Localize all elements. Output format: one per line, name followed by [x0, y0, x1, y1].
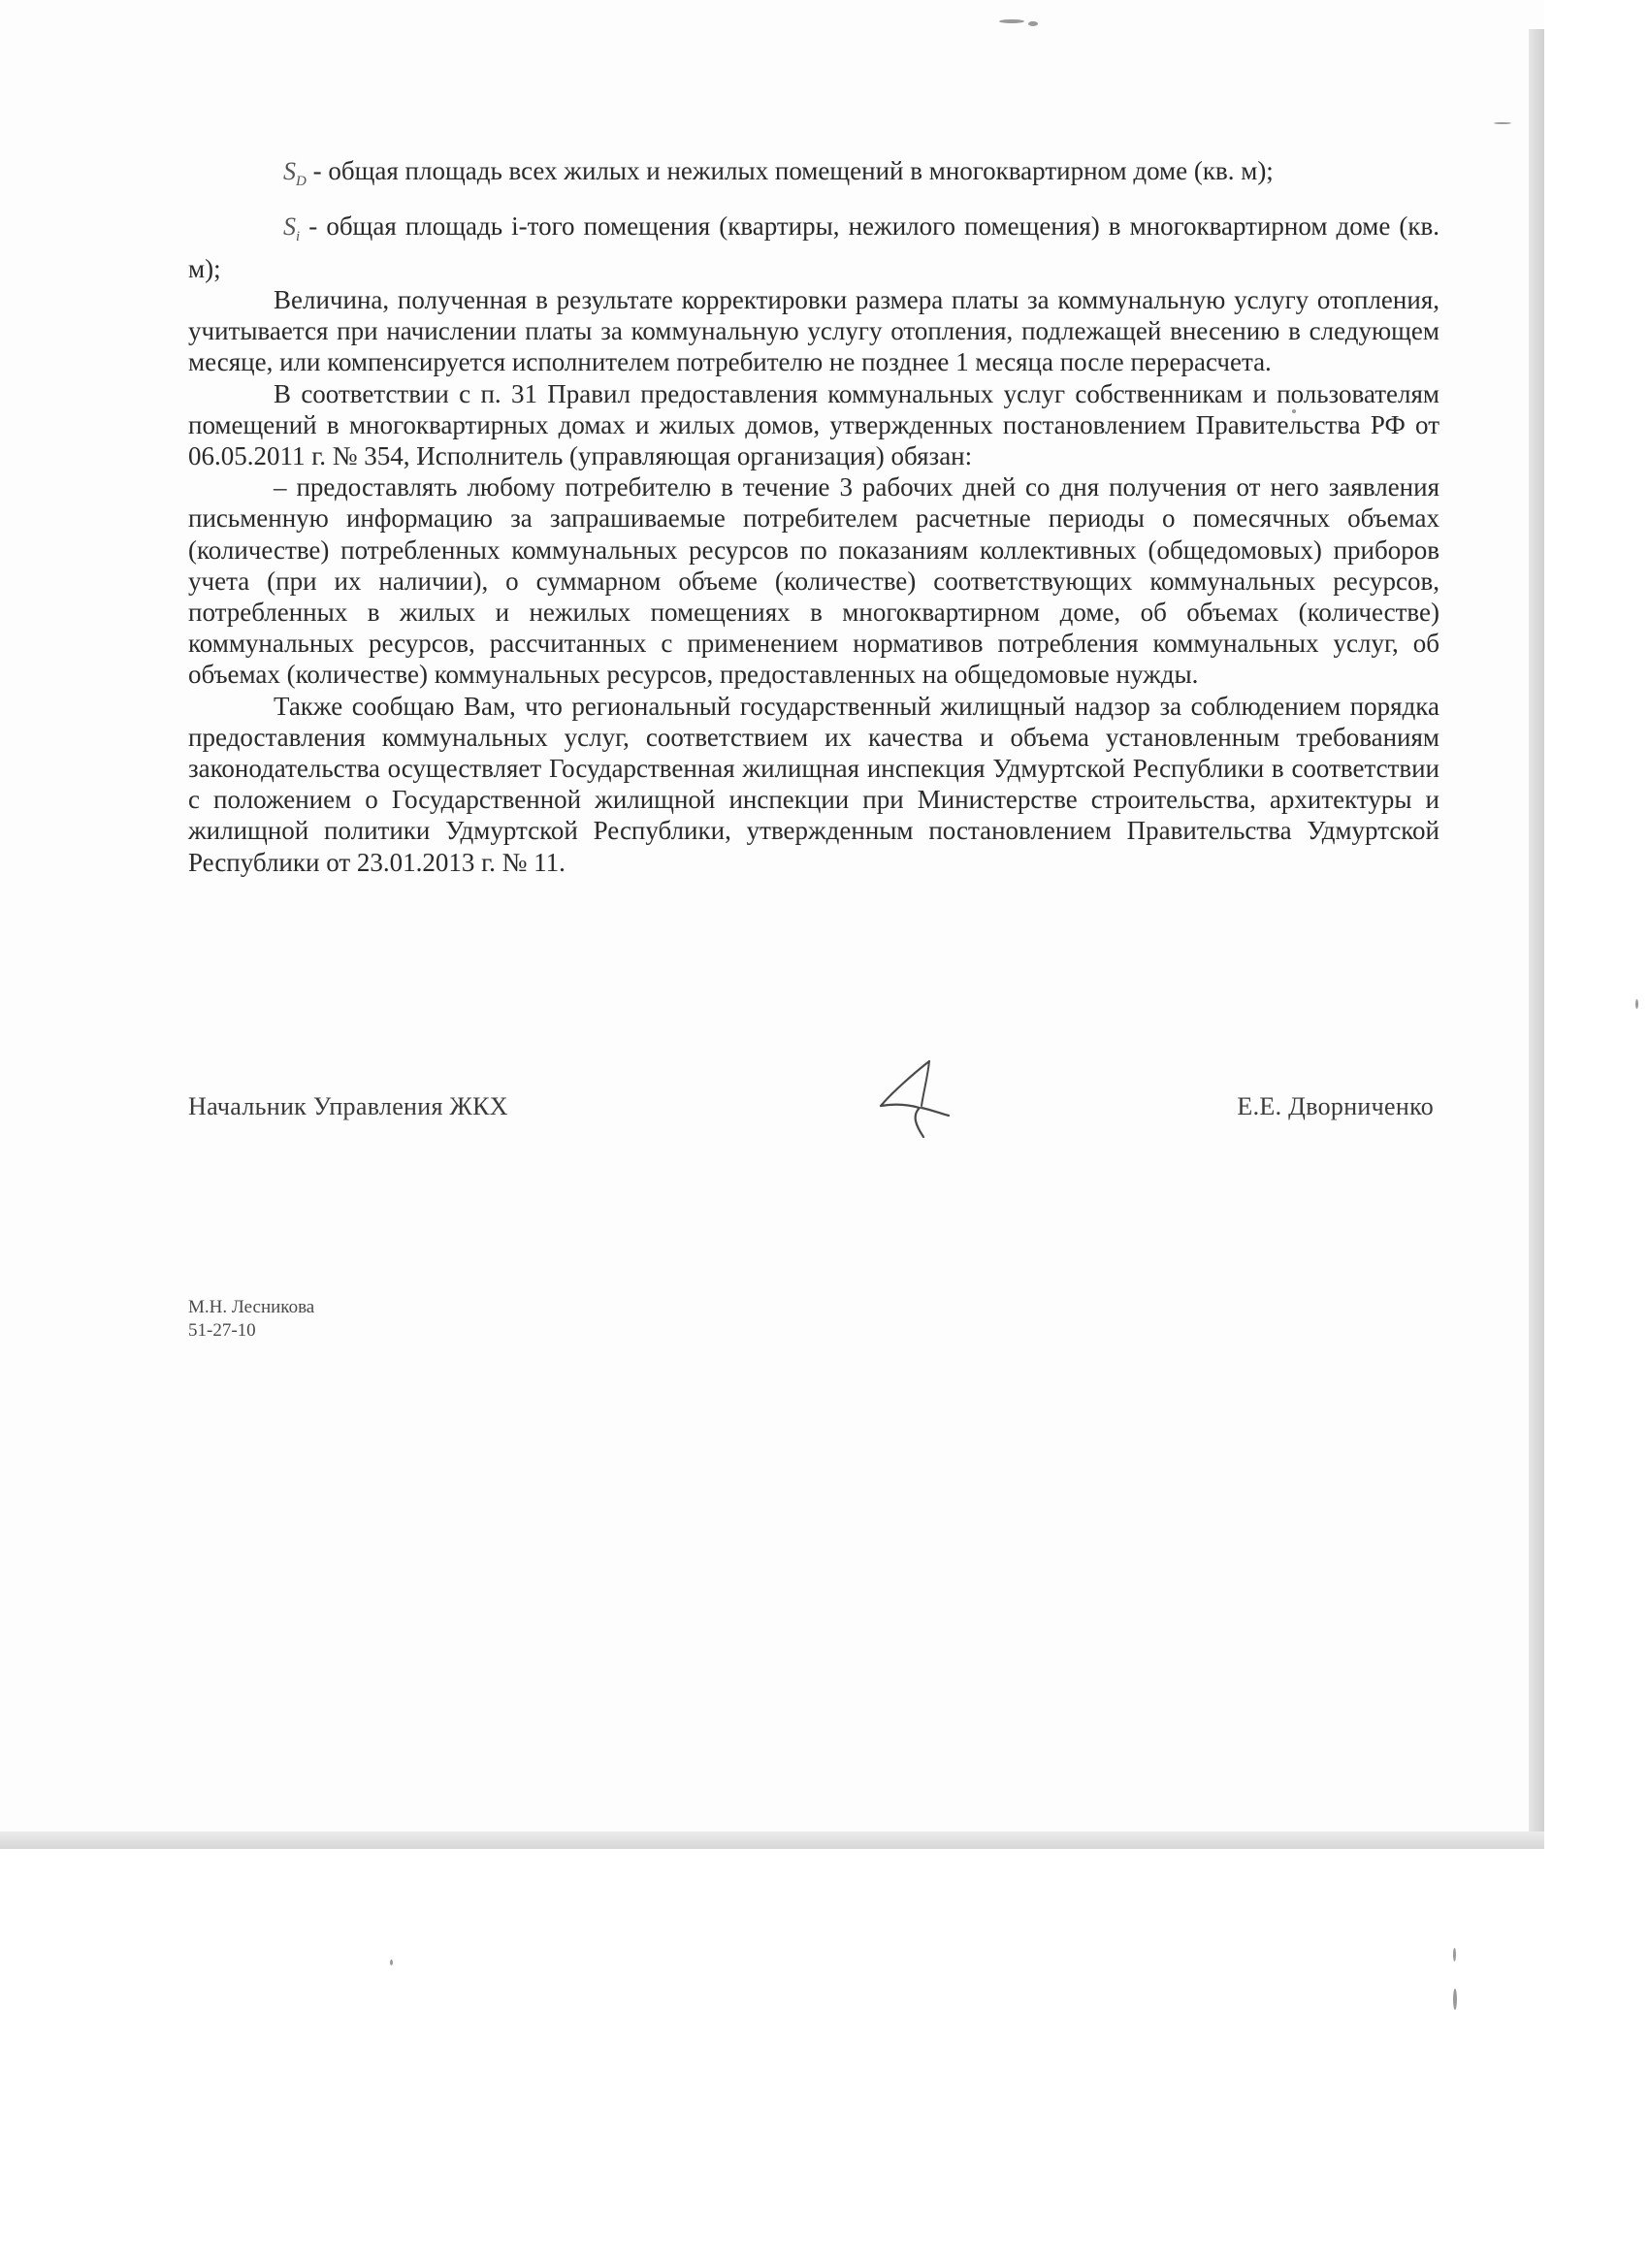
- variable-definition-text: - общая площадь i-того помещения (квартиры, нежилого помещения) в многоквартирном доме (кв. м);: [188, 211, 1439, 283]
- formula-symbol-subscript: i: [296, 229, 301, 245]
- scan-speck: [1453, 1948, 1456, 1961]
- letter-body: [188, 155, 1439, 878]
- variable-definition-sd: [188, 155, 1439, 197]
- formula-symbol-subscript: D: [296, 174, 307, 190]
- signer-position: Начальник Управления ЖКХ: [188, 1092, 508, 1120]
- variable-definition-si: [188, 211, 1439, 284]
- formula-symbol-sd: [283, 157, 307, 190]
- scan-speck: [1494, 122, 1511, 124]
- paragraph-housing-inspection: Также сообщаю Вам, что региональный государственный жилищный надзор за соблюдением порядка предоставления коммунальных услуг, соответствием их качества и объема установленным требованиям законодательства осуществляет Государственная жилищная инспекция Удмуртской Республики в соответствии с положением о Государственной жилищной инспекции при Министерстве строительства, архитектуры и жилищной политики Удмуртской Республики, утвержденным постановлением Правительства Удмуртской Республики от 23.01.2013 г. № 11.: [188, 691, 1439, 877]
- formula-symbol-si: [283, 212, 301, 245]
- handwritten-signature: [873, 1055, 970, 1143]
- paragraph-obligation: – предоставлять любому потребителю в течение 3 рабочих дней со дня получения от него заявления письменную информацию за запрашиваемые потребителем расчетные периоды о помесячных объемах (количестве) потребленных коммунальных ресурсов по показаниям коллективных (общедомовых) приборов учета (при их наличии), о суммарном объеме (количестве) соответствующих коммунальных ресурсов, потребленных в жилых и нежилых помещениях в многоквартирном доме, об объемах (количестве) коммунальных ресурсов, рассчитанных с применением нормативов потребления коммунальных услуг, об объемах (количестве) коммунальных ресурсов, предоставленных на общедомовые нужды.: [188, 472, 1439, 690]
- scan-speck: [390, 1960, 393, 1965]
- executor-name: М.Н. Лесникова: [188, 1297, 315, 1317]
- scan-speck: [1028, 21, 1038, 26]
- formula-symbol-letter: S: [283, 212, 296, 242]
- paragraph-recalculation: Величина, полученная в результате корректировки размера платы за коммунальную услугу отопления, учитывается при начислении платы за коммунальную услугу отопления, подлежащей внесению в следующем месяце, или компенсируется исполнителем потребителю не позднее 1 месяца после перерасчета.: [188, 284, 1439, 377]
- scan-edge-bottom: [0, 1831, 1544, 1849]
- scan-speck: [1635, 999, 1638, 1009]
- scan-edge-right: [1529, 29, 1544, 1848]
- signature-block: [188, 1092, 1434, 1131]
- formula-symbol-letter: S: [283, 157, 296, 185]
- scan-speck: [1453, 1989, 1457, 2010]
- signer-name: Е.Е. Дворниченко: [1237, 1092, 1434, 1120]
- variable-definition-text: - общая площадь всех жилых и нежилых помещений в многоквартирном доме (кв. м);: [306, 156, 1274, 185]
- paragraph-rules-reference: В соответствии с п. 31 Правил предоставления коммунальных услуг собственникам и пользователям помещений в многоквартирных домах и жилых домов, утвержденных постановлением Правительства РФ от 06.05.2011 г. № 354, Исполнитель (управляющая организация) обязан:: [188, 378, 1439, 470]
- scan-speck: [999, 19, 1024, 23]
- executor-phone: 51-27-10: [188, 1320, 256, 1341]
- executor-block: [188, 1296, 314, 1343]
